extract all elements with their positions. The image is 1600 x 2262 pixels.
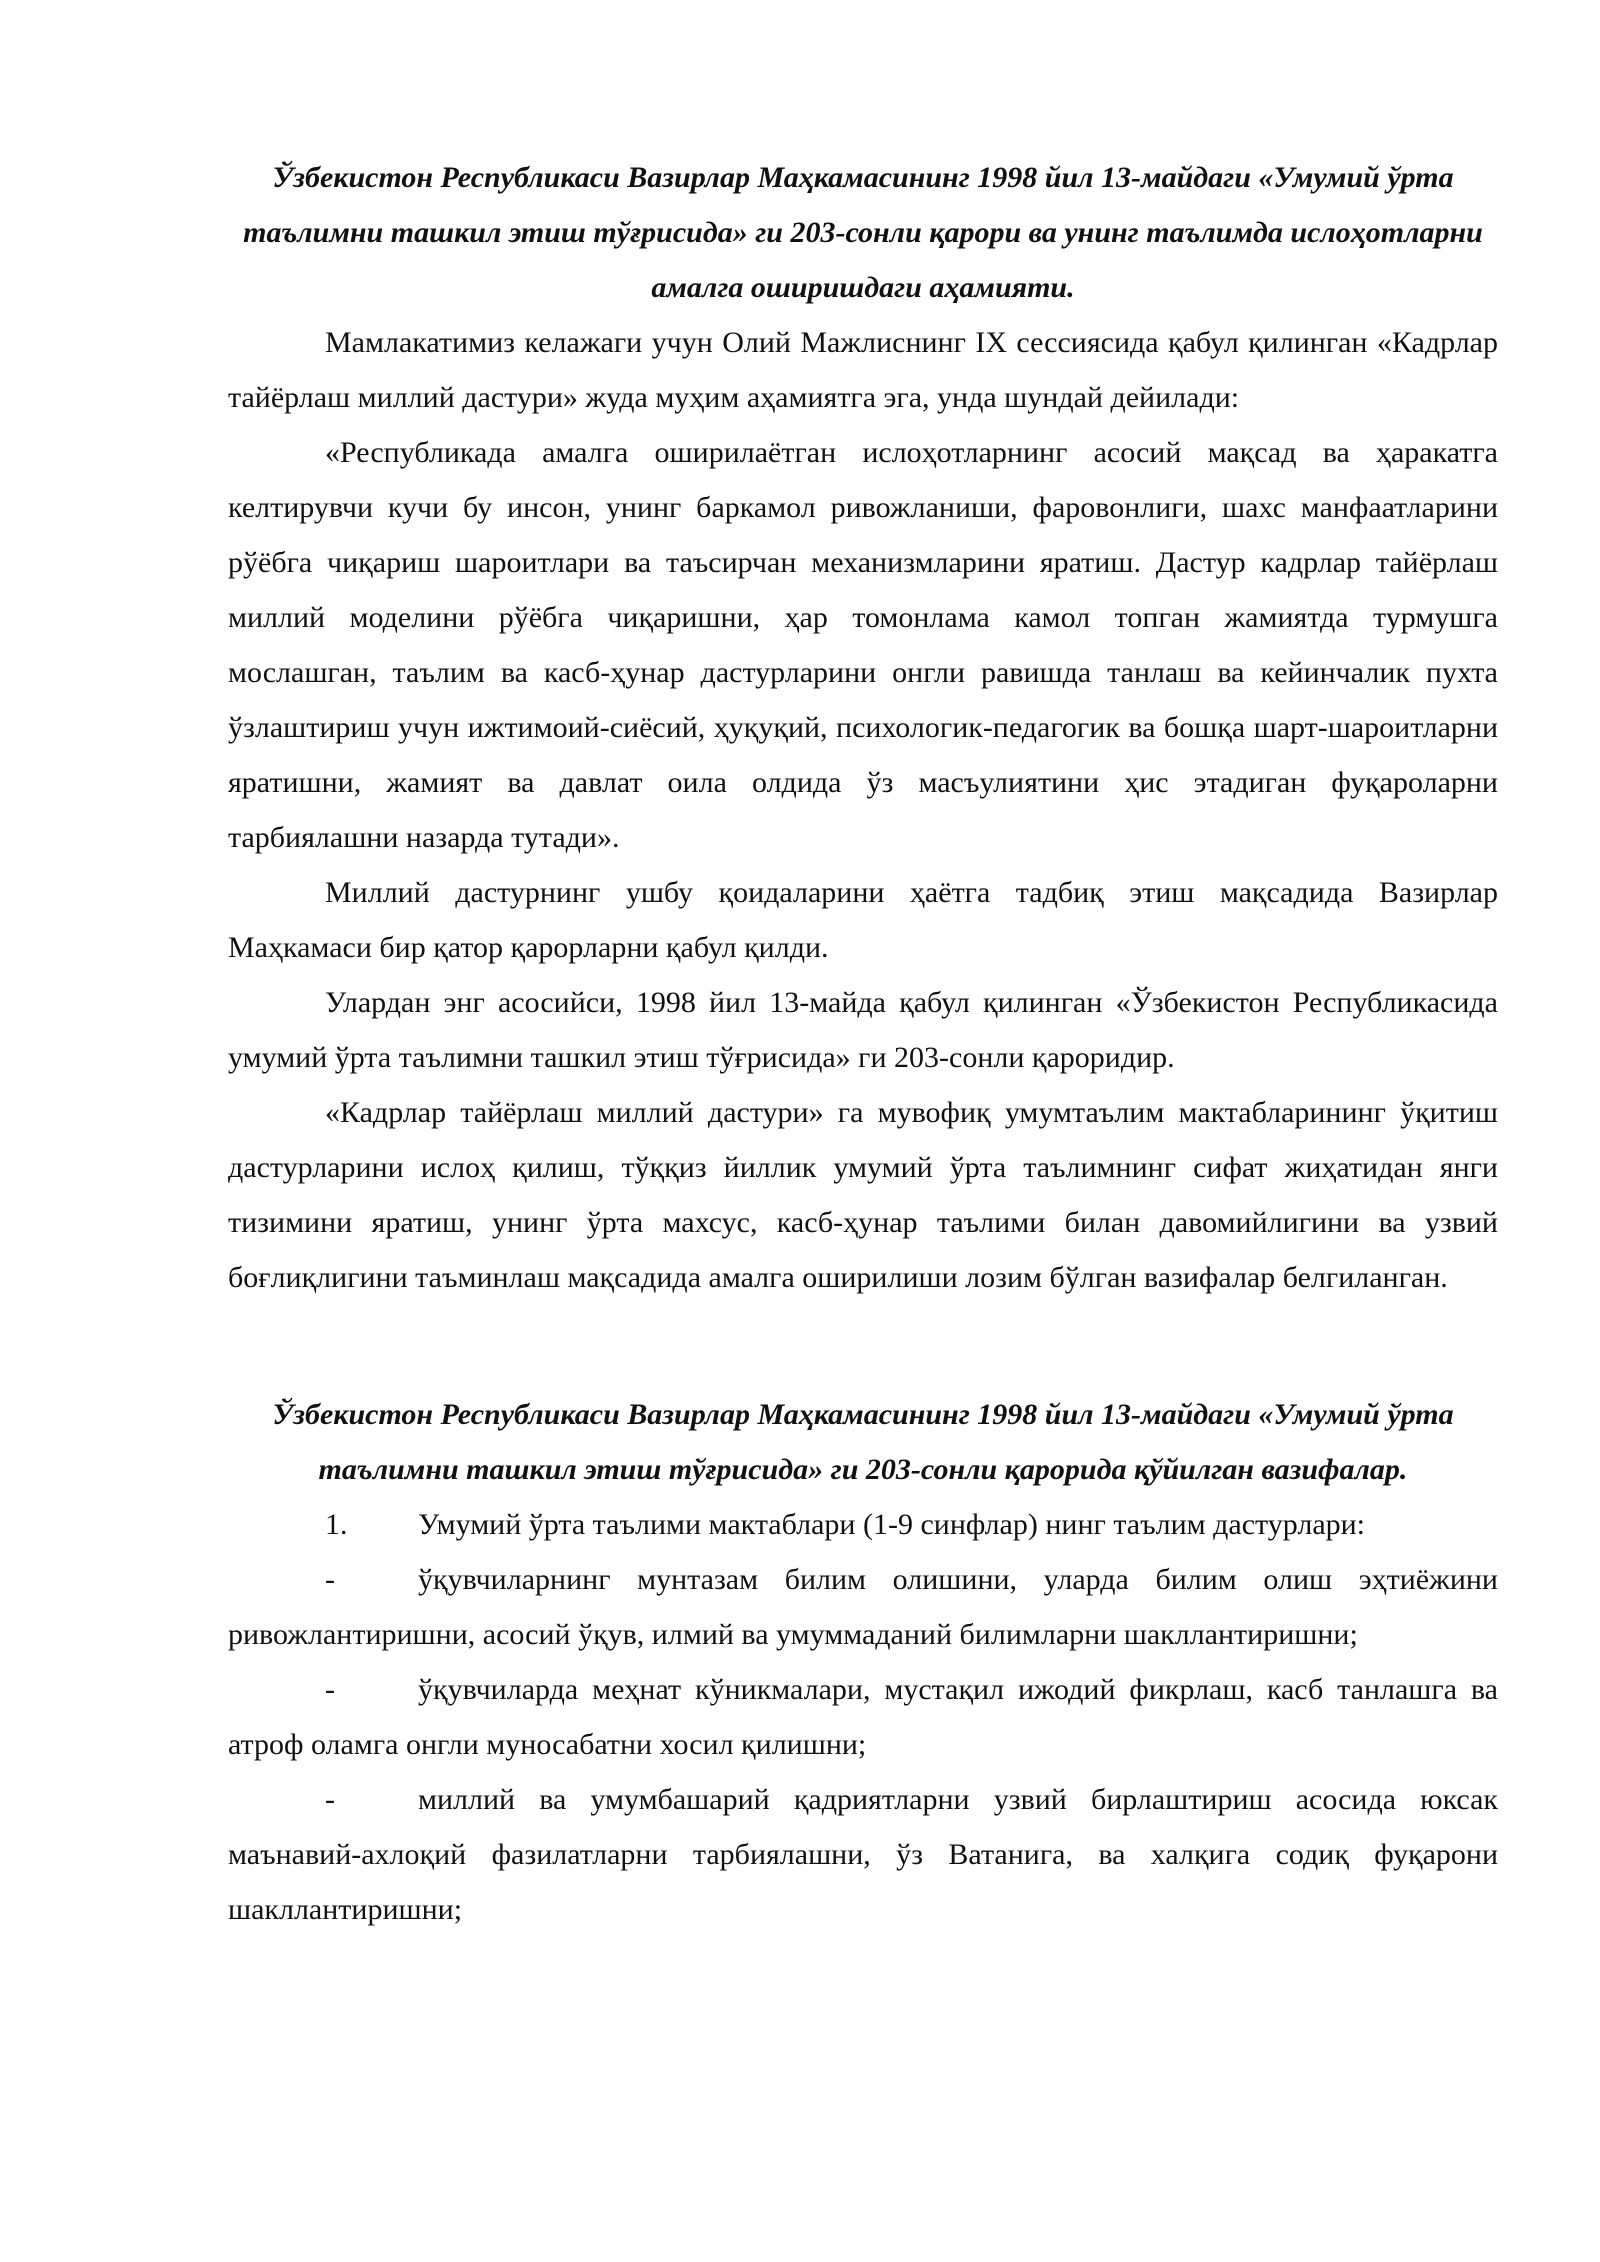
list-marker: - xyxy=(325,1563,335,1596)
list-marker: 1. xyxy=(325,1508,348,1541)
list-item xyxy=(228,1772,1498,1937)
document-page xyxy=(228,150,1498,1937)
section-spacer xyxy=(228,1305,1498,1387)
section-1-paragraph: Мамлакатимиз келажаги учун Олий Мажлиснинг IX сессиясида қабул қилинган «Кадрлар тайёрлаш миллий дастури» жуда муҳим аҳамиятга эга, унда шундай дейилади: xyxy=(228,326,1498,414)
section-1-heading: Ўзбекистон Республикаси Вазирлар Маҳкамасининг 1998 йил 13-майдаги «Умумий ўрта таълимни ташкил этиш тўғрисида» ги 203-сонли қарори ва унинг таълимда ислоҳотларни амалга оширишдаги аҳамияти. xyxy=(243,161,1483,304)
section-2-heading: Ўзбекистон Республикаси Вазирлар Маҳкамасининг 1998 йил 13-майдаги «Умумий ўрта таълимни ташкил этиш тўғрисида» ги 203-сонли қарорида қўйилган вазифалар. xyxy=(272,1398,1454,1486)
section-1-paragraph: Миллий дастурнинг ушбу қоидаларини ҳаётга тадбиқ этиш мақсадида Вазирлар Маҳкамаси бир қатор қарорларни қабул қилди. xyxy=(228,876,1498,964)
list-item-text: миллий ва умумбашарий қадриятларни узвий бирлаштириш асосида юксак маънавий-ахлоқий фазилатларни тарбиялашни, ўз Ватанига, ва халқига содиқ фуқарони шакллантиришни; xyxy=(228,1783,1498,1926)
list-item xyxy=(228,1662,1498,1772)
section-1-paragraph: «Республикада амалга оширилаётган ислоҳотларнинг асосий мақсад ва ҳаракатга келтирувчи кучи бу инсон, унинг баркамол ривожланиши, фаровонлиги, шахс манфаатларини рўёбга чиқариш шароитлари ва таъсирчан механизмларини яратиш. Дастур кадрлар тайёрлаш миллий моделини рўёбга чиқаришни, ҳар томонлама камол топган жамиятда турмушга мослашган, таълим ва касб-ҳунар дастурларини онгли равишда танлаш ва кейинчалик пухта ўзлаштириш учун ижтимоий-сиёсий, ҳуқуқий, психологик-педагогик ва бошқа шарт-шароитларни яратишни, жамият ва давлат оила олдида ўз масъулиятини ҳис этадиган фуқароларни тарбиялашни назарда тутади». xyxy=(228,436,1498,854)
list-marker: - xyxy=(325,1673,335,1706)
list-marker: - xyxy=(325,1783,335,1816)
list-item xyxy=(228,1497,1498,1552)
list-item xyxy=(228,1552,1498,1662)
section-1-paragraph: «Кадрлар тайёрлаш миллий дастури» га мувофиқ умумтаълим мактабларининг ўқитиш дастурларини ислоҳ қилиш, тўққиз йиллик умумий ўрта таълимнинг сифат жиҳатидан янги тизимини яратиш, унинг ўрта махсус, касб-ҳунар таълими билан давомийлигини ва узвий боғлиқлигини таъминлаш мақсадида амалга оширилиши лозим бўлган вазифалар белгиланган. xyxy=(228,1096,1498,1294)
section-1-paragraph: Улардан энг асосийси, 1998 йил 13-майда қабул қилинган «Ўзбекистон Республикасида умумий ўрта таълимни ташкил этиш тўғрисида» ги 203-сонли қароридир. xyxy=(228,986,1498,1074)
list-item-text: ўқувчиларда меҳнат кўникмалари, мустақил ижодий фикрлаш, касб танлашга ва атроф оламга онгли муносабатни хосил қилишни; xyxy=(228,1673,1498,1761)
list-item-text: Умумий ўрта таълими мактаблари (1-9 синфлар) нинг таълим дастурлари: xyxy=(418,1508,1366,1541)
list-item-text: ўқувчиларнинг мунтазам билим олишини, уларда билим олиш эҳтиёжини ривожлантиришни, асосий ўқув, илмий ва умуммаданий билимларни шакллантиришни; xyxy=(228,1563,1498,1651)
